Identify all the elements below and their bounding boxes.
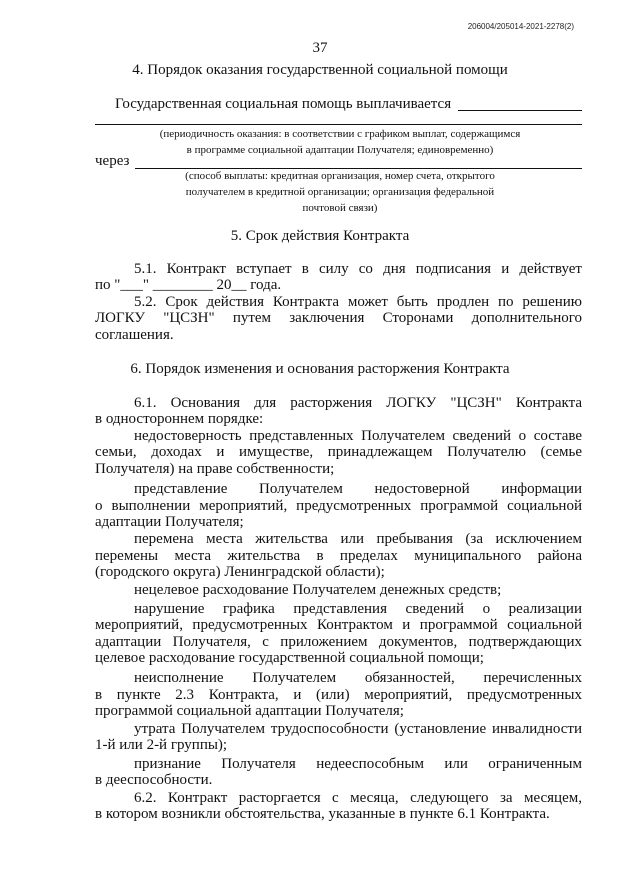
- paragraph-line: в котором возникли обстоятельства, указанные в пункте 6.1 Контракта.: [95, 806, 550, 822]
- page-number: 37: [312, 40, 328, 56]
- paragraph-line: программой социальной адаптации Получателя;: [95, 703, 404, 719]
- paragraph-line: 5.2. Срок действия Контракта может быть продлен по решению: [134, 294, 582, 310]
- periodicity-note: [95, 126, 585, 158]
- paragraph-line: 5.1. Контракт вступает в силу со дня подписания и действует: [134, 261, 582, 277]
- paragraph-line: в дееспособности.: [95, 772, 213, 788]
- paragraph-line: нарушение графика представления сведений о реализации: [134, 601, 582, 617]
- paragraph-line: семьи, доходах и имуществе, принадлежащем Получателю (семье: [95, 444, 582, 460]
- payment-method-label: через: [95, 153, 130, 169]
- paragraph-line: неисполнение Получателем обязанностей, перечисленных: [134, 670, 582, 686]
- payment-periodicity-label: Государственная социальная помощь выплачивается: [115, 96, 452, 112]
- paragraph-line: в одностороннем порядке:: [95, 411, 264, 427]
- section-6-heading: 6. Порядок изменения и основания расторжения Контракта: [130, 361, 510, 377]
- paragraph-line: перемены места жительства в пределах муниципального района: [95, 548, 582, 564]
- paragraph-line: мероприятий, предусмотренных Контрактом и программой социальной: [95, 617, 582, 633]
- paragraph-line: ЛОГКУ "ЦСЗН" путем заключения Сторонами дополнительного: [95, 310, 582, 326]
- paragraph-line: соглашения.: [95, 327, 174, 343]
- periodicity-blank-line-2: [95, 124, 582, 125]
- payment-method-note: [95, 168, 585, 216]
- paragraph-line: нецелевое расходование Получателем денежных средств;: [134, 582, 502, 598]
- paragraph-line: Получателя) на праве собственности;: [95, 461, 335, 477]
- paragraph-line: (городского округа) Ленинградской области);: [95, 564, 385, 580]
- paragraph-line: о выполнении мероприятий, предусмотренных программой социальной: [95, 498, 582, 514]
- periodicity-blank-line: [458, 110, 582, 111]
- payment-method-note-line: (способ выплаты: кредитная организация, номер счета, открытого: [185, 170, 495, 182]
- paragraph-line: перемена места жительства или пребывания (за исключением: [134, 531, 582, 547]
- paragraph-line: представление Получателем недостоверной информации: [134, 481, 582, 497]
- payment-method-note-line: получателем в кредитной организации; организация федеральной: [185, 186, 495, 198]
- paragraph-line: 6.2. Контракт расторгается с месяца, следующего за месяцем,: [134, 790, 582, 806]
- paragraph-line: признание Получателя недееспособным или ограниченным: [134, 756, 582, 772]
- periodicity-note-line: (периодичность оказания: в соответствии с графиком выплат, содержащимся: [159, 128, 521, 140]
- section-4-heading: 4. Порядок оказания государственной социальной помощи: [132, 62, 508, 78]
- document-code: 206004/205014-2021-2278(2): [467, 22, 574, 31]
- paragraph-line: 1-й или 2-й группы);: [95, 737, 228, 753]
- payment-method-note-line: почтовой связи): [302, 202, 378, 214]
- paragraph-line: целевое расходование государственной социальной помощи;: [95, 650, 484, 666]
- section-5-heading: 5. Срок действия Контракта: [230, 228, 410, 244]
- periodicity-note-line: в программе социальной адаптации Получателя; единовременно): [186, 144, 494, 156]
- paragraph-line: адаптации Получателя;: [95, 514, 244, 530]
- paragraph-line: по "___" ________ 20__ года.: [95, 277, 282, 293]
- paragraph-line: адаптации Получателя, с приложением документов, подтверждающих: [95, 634, 582, 650]
- paragraph-line: в пункте 2.3 Контракта, и (или) мероприятий, предусмотренных: [95, 687, 582, 703]
- paragraph-line: утрата Получателем трудоспособности (установление инвалидности: [134, 721, 582, 737]
- paragraph-line: 6.1. Основания для расторжения ЛОГКУ "ЦСЗН" Контракта: [134, 395, 582, 411]
- paragraph-line: недостоверность представленных Получателем сведений о составе: [134, 428, 582, 444]
